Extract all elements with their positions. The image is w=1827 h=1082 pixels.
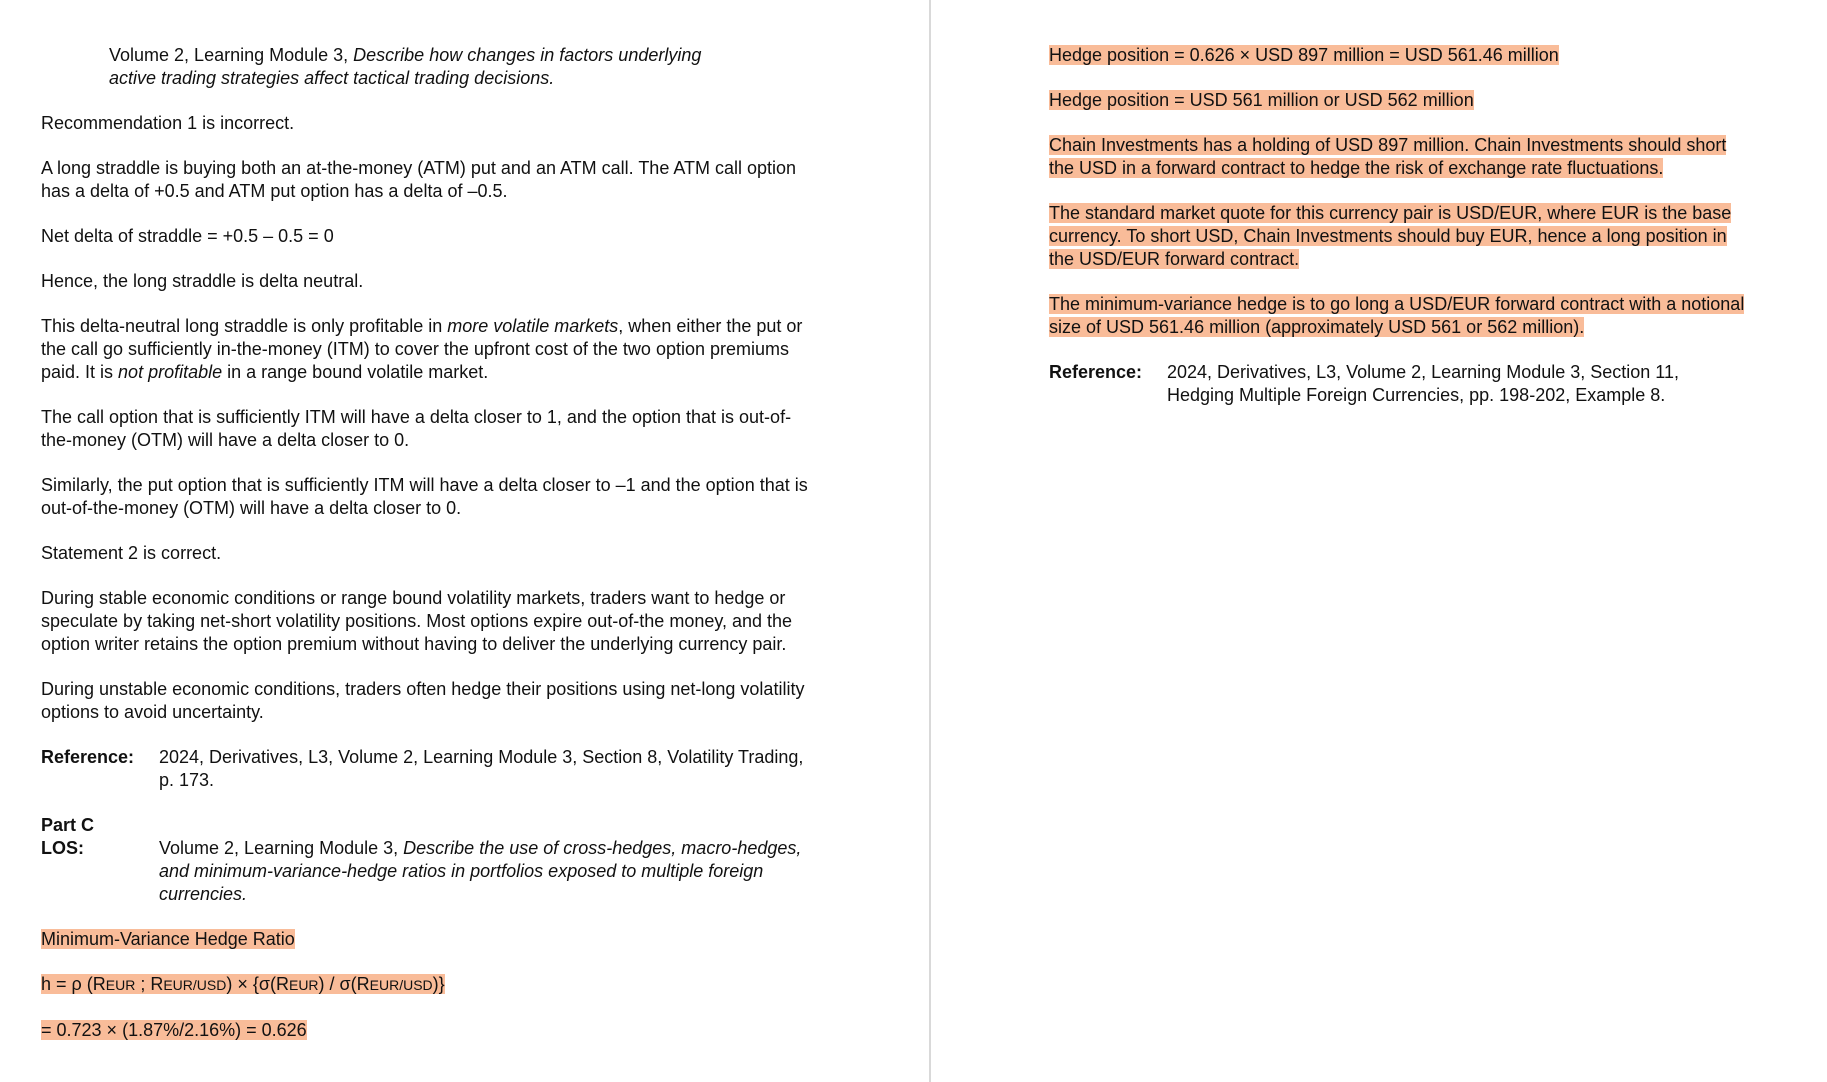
profit-text-2: , when either the put or the call go sufficiently in-the-money (ITM) to cover the upfront cost of the two option premiums paid. It is [41, 316, 803, 382]
formula-part-c: ) × {σ(R [226, 974, 289, 994]
quote-paragraph [1049, 202, 1749, 271]
call-option-paragraph: The call option that is sufficiently ITM will have a delta closer to 1, and the option that is out-of-the-money (OTM) will have a delta closer to 0. [41, 407, 792, 450]
los-italic-line2: active trading strategies affect tactical trading decisions. [109, 68, 555, 88]
hedge-ratio-calculation: = 0.723 × (1.87%/2.16%) = 0.626 [41, 1020, 307, 1040]
formula-sub-2: EUR/USD [163, 977, 227, 993]
hedge-position-line-1 [1049, 44, 1749, 67]
los-heading [41, 44, 821, 90]
right-reference-block [1049, 361, 1749, 407]
hedge-ratio-formula [41, 974, 445, 994]
delta-neutral-line: Hence, the long straddle is delta neutral. [41, 271, 364, 291]
part-c-los-text [159, 814, 821, 906]
formula-line [41, 973, 821, 997]
los-prefix: Volume 2, Learning Module 3, [109, 45, 354, 65]
right-page [932, 0, 1827, 1082]
reference-block [41, 746, 821, 792]
part-c-title: Part C [41, 815, 95, 835]
part-c-label [41, 814, 159, 906]
hedge-position-line-2 [1049, 89, 1749, 112]
min-variance-paragraph [1049, 293, 1749, 339]
reference-text: 2024, Derivatives, L3, Volume 2, Learning Module 3, Section 8, Volatility Trading, p. 173. [159, 747, 804, 790]
stable-conditions-paragraph: During stable economic conditions or range bound volatility markets, traders want to hedge or speculate by taking net-short volatility positions. Most options expire out-of-the money, and the option writer retains the option premium without having to deliver the underlying currency pair. [41, 588, 793, 654]
formula-part-a: h = ρ (R [41, 974, 106, 994]
part-c-prefix: Volume 2, Learning Module 3, [159, 838, 404, 858]
hedge-position-2: Hedge position = USD 561 million or USD 562 million [1049, 90, 1474, 110]
formula-sub-3: EUR [288, 977, 319, 993]
min-variance-text: The minimum-variance hedge is to go long a USD/EUR forward contract with a notional size of USD 561.46 million (approximately USD 561 or 562 million). [1049, 294, 1745, 337]
unstable-conditions-paragraph: During unstable economic conditions, traders often hedge their positions using net-long volatility options to avoid uncertainty. [41, 679, 805, 722]
hedge-position-1: Hedge position = 0.626 × USD 897 million = USD 561.46 million [1049, 45, 1559, 65]
profit-text-1: This delta-neutral long straddle is only profitable in [41, 316, 448, 336]
straddle-paragraph: A long straddle is buying both an at-the-money (ATM) put and an ATM call. The ATM call option has a delta of +0.5 and ATM put option has a delta of –0.5. [41, 158, 797, 201]
formula-part-b: ; R [135, 974, 164, 994]
profit-italic-2: not profitable [118, 362, 223, 382]
statement-2: Statement 2 is correct. [41, 543, 222, 563]
chain-paragraph [1049, 134, 1749, 180]
profit-text-3: in a range bound volatile market. [222, 362, 489, 382]
mvhr-title-line [41, 928, 821, 951]
recommendation-1: Recommendation 1 is incorrect. [41, 113, 295, 133]
formula-sub-4: EUR/USD [369, 977, 433, 993]
profit-italic-1: more volatile markets [447, 316, 619, 336]
right-reference-label: Reference: [1049, 362, 1143, 382]
reference-label: Reference: [41, 747, 135, 767]
put-option-paragraph: Similarly, the put option that is sufficiently ITM will have a delta closer to –1 and the option that is out-of-the-money (OTM) will have a delta closer to 0. [41, 475, 808, 518]
right-column [1049, 44, 1749, 429]
formula-part-d: ) / σ(R [318, 974, 370, 994]
calculation-line [41, 1019, 821, 1042]
right-reference-text: 2024, Derivatives, L3, Volume 2, Learning Module 3, Section 11, Hedging Multiple Foreign Currencies, pp. 198-202, Example 8. [1167, 362, 1679, 405]
formula-part-e: )} [432, 974, 445, 994]
chain-text: Chain Investments has a holding of USD 897 million. Chain Investments should short the USD in a forward contract to hedge the risk of exchange rate fluctuations. [1049, 135, 1727, 178]
profitability-paragraph [41, 315, 821, 384]
formula-sub-1: EUR [105, 977, 136, 993]
net-delta-line: Net delta of straddle = +0.5 – 0.5 = 0 [41, 226, 334, 246]
los-italic-line1: Describe how changes in factors underlying [353, 45, 702, 65]
quote-text: The standard market quote for this currency pair is USD/EUR, where EUR is the base currency. To short USD, Chain Investments should buy EUR, hence a long position in the USD/EUR forward contract. [1049, 203, 1732, 269]
page-divider [929, 0, 931, 1082]
mvhr-title: Minimum-Variance Hedge Ratio [41, 929, 295, 949]
left-column [41, 44, 821, 1064]
los-label: LOS: [41, 838, 84, 858]
part-c-italic: Describe the use of cross-hedges, macro-hedges, and minimum-variance-hedge ratios in portfolios exposed to multiple foreign currencies. [159, 838, 802, 904]
part-c-block [41, 814, 821, 906]
